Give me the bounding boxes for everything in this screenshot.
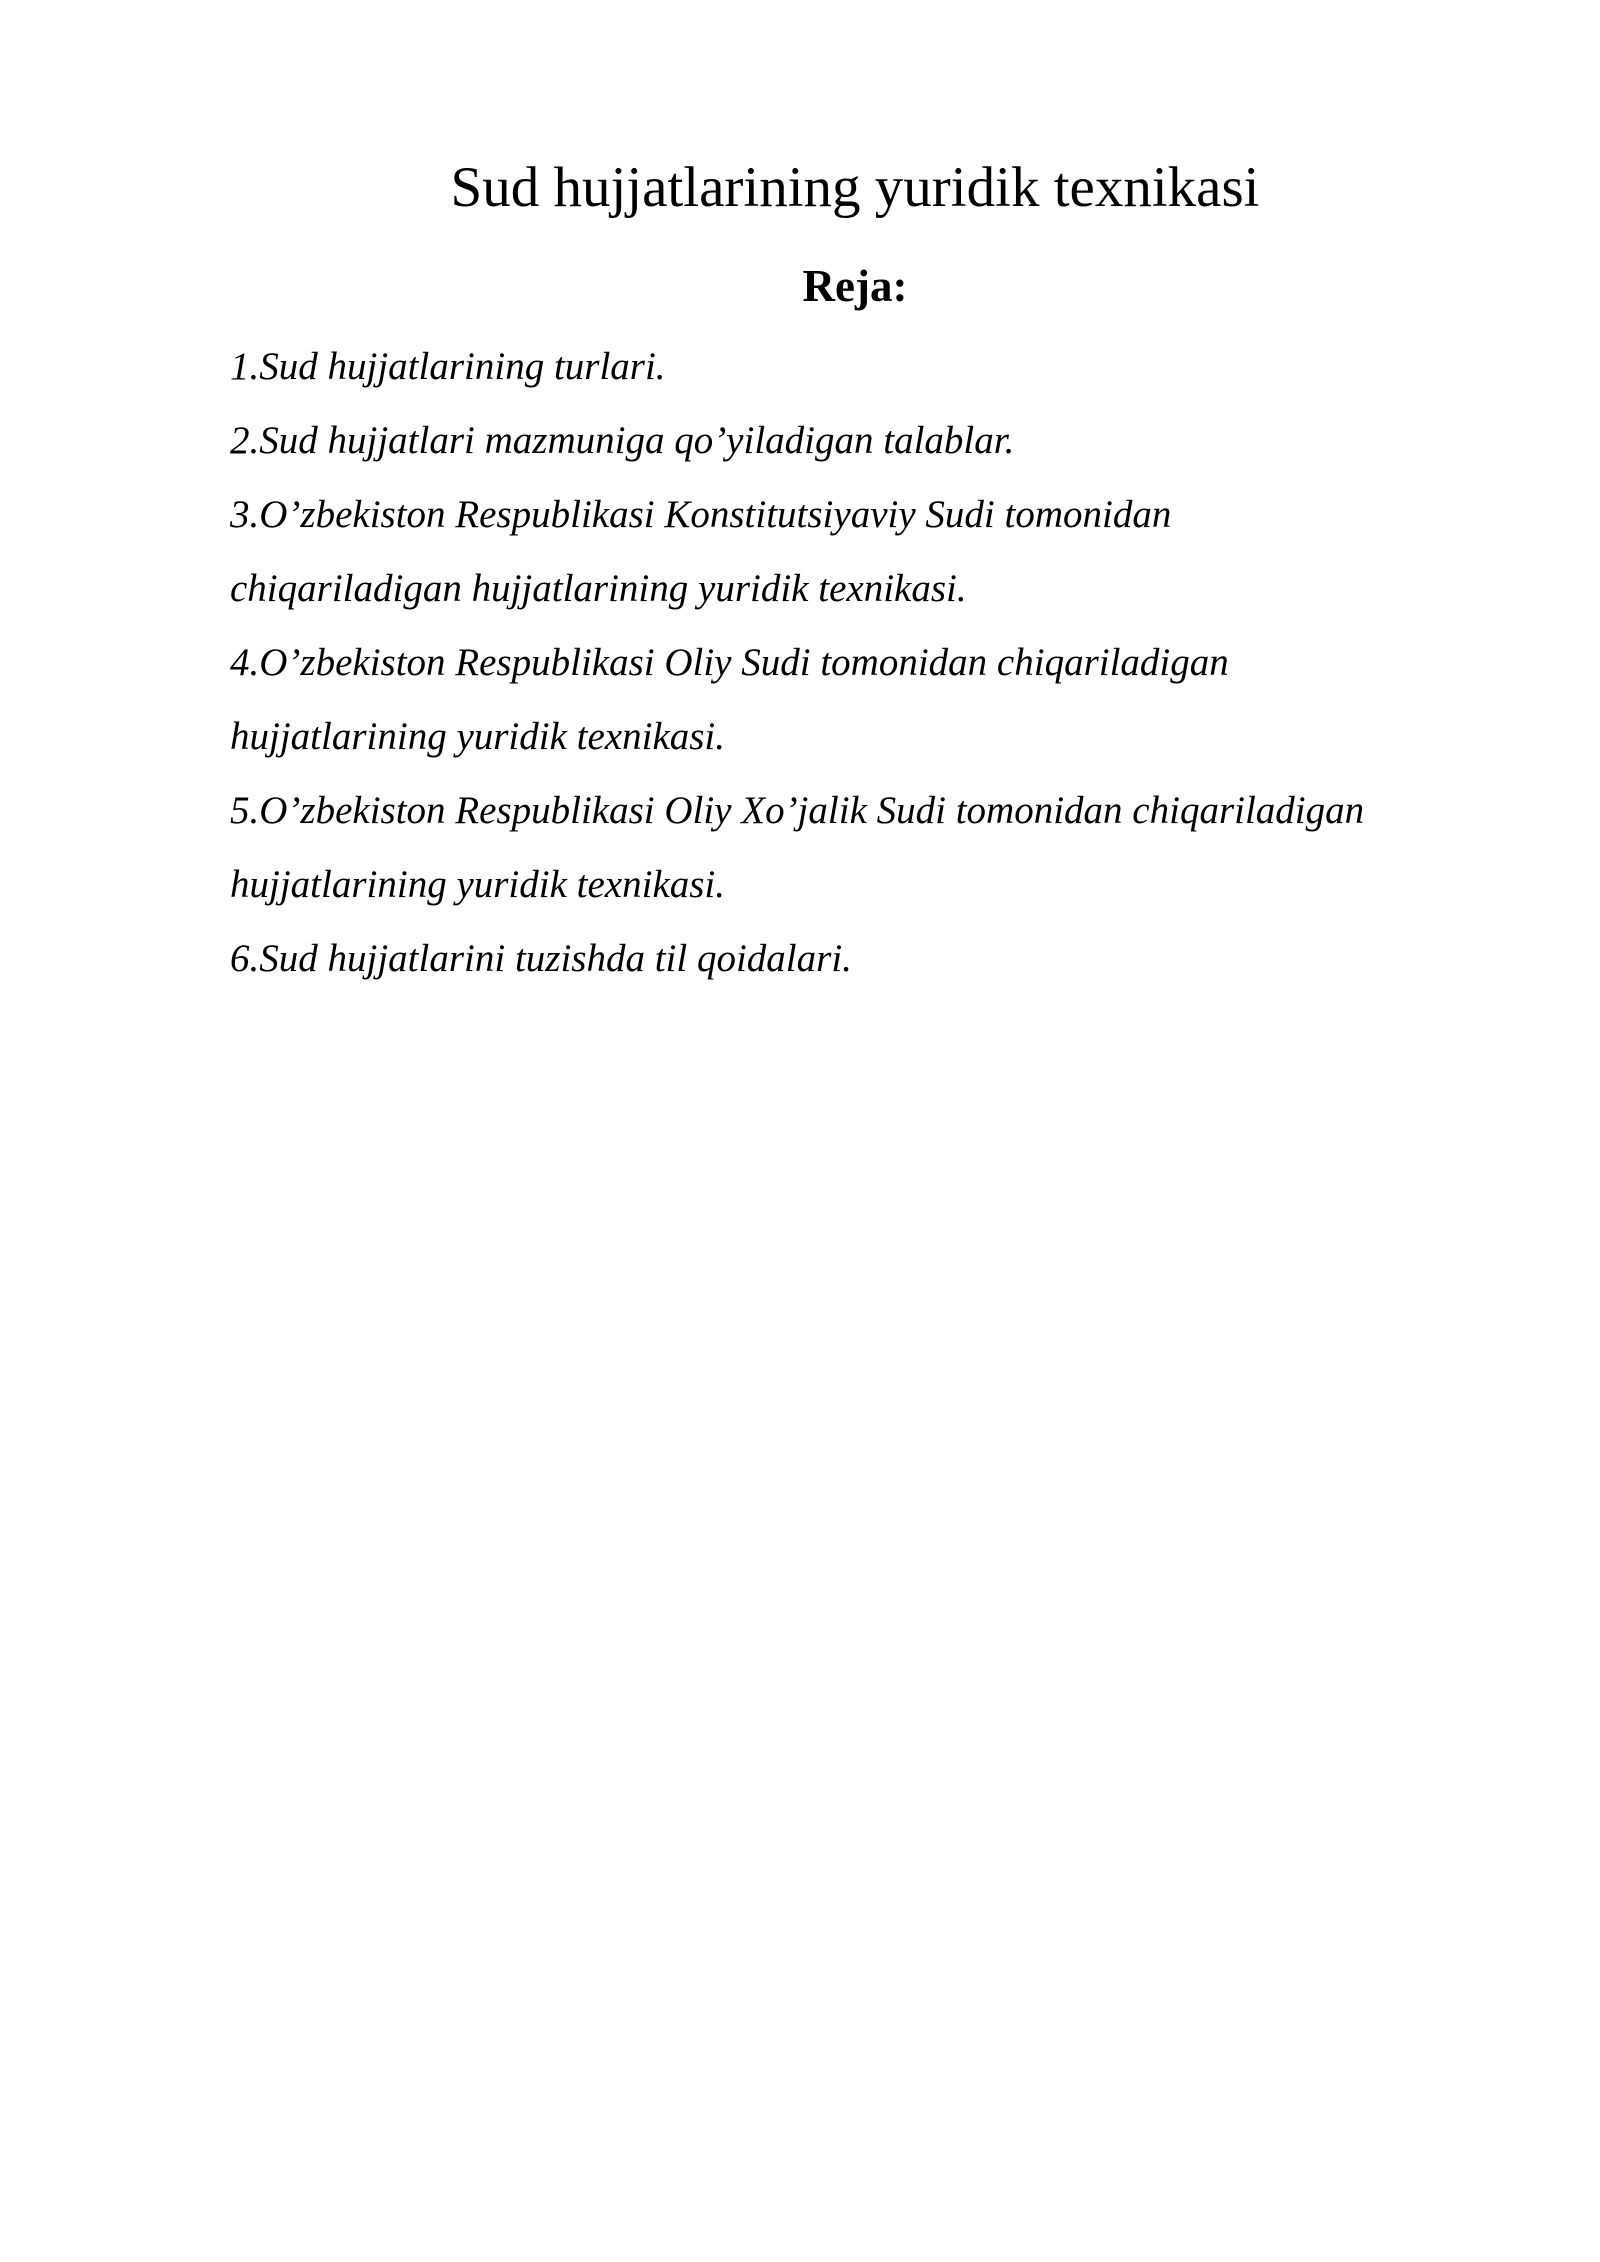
plan-line: chiqariladigan hujjatlarining yuridik texnikasi. [230,567,967,610]
plan-line: hujjatlarining yuridik texnikasi. [230,715,726,758]
plan-heading: Reja: [802,261,908,311]
plan-line: 5.O’zbekiston Respublikasi Oliy Xo’jalik Sudi tomonidan chiqariladigan [230,789,1365,832]
plan-line: 3.O’zbekiston Respublikasi Konstitutsiyaviy Sudi tomonidan [230,493,1172,536]
document-title: Sud hujjatlarining yuridik texnikasi [450,156,1260,219]
plan-line: hujjatlarining yuridik texnikasi. [230,863,726,906]
plan-line: 6.Sud hujjatlarini tuzishda til qoidalari. [230,937,852,980]
plan-line: 4.O’zbekiston Respublikasi Oliy Sudi tomonidan chiqariladigan [230,641,1229,684]
plan-line: 2.Sud hujjatlari mazmuniga qo’yiladigan talablar. [230,419,1015,462]
plan-line: 1.Sud hujjatlarining turlari. [230,345,666,388]
plan-list [230,330,1530,996]
